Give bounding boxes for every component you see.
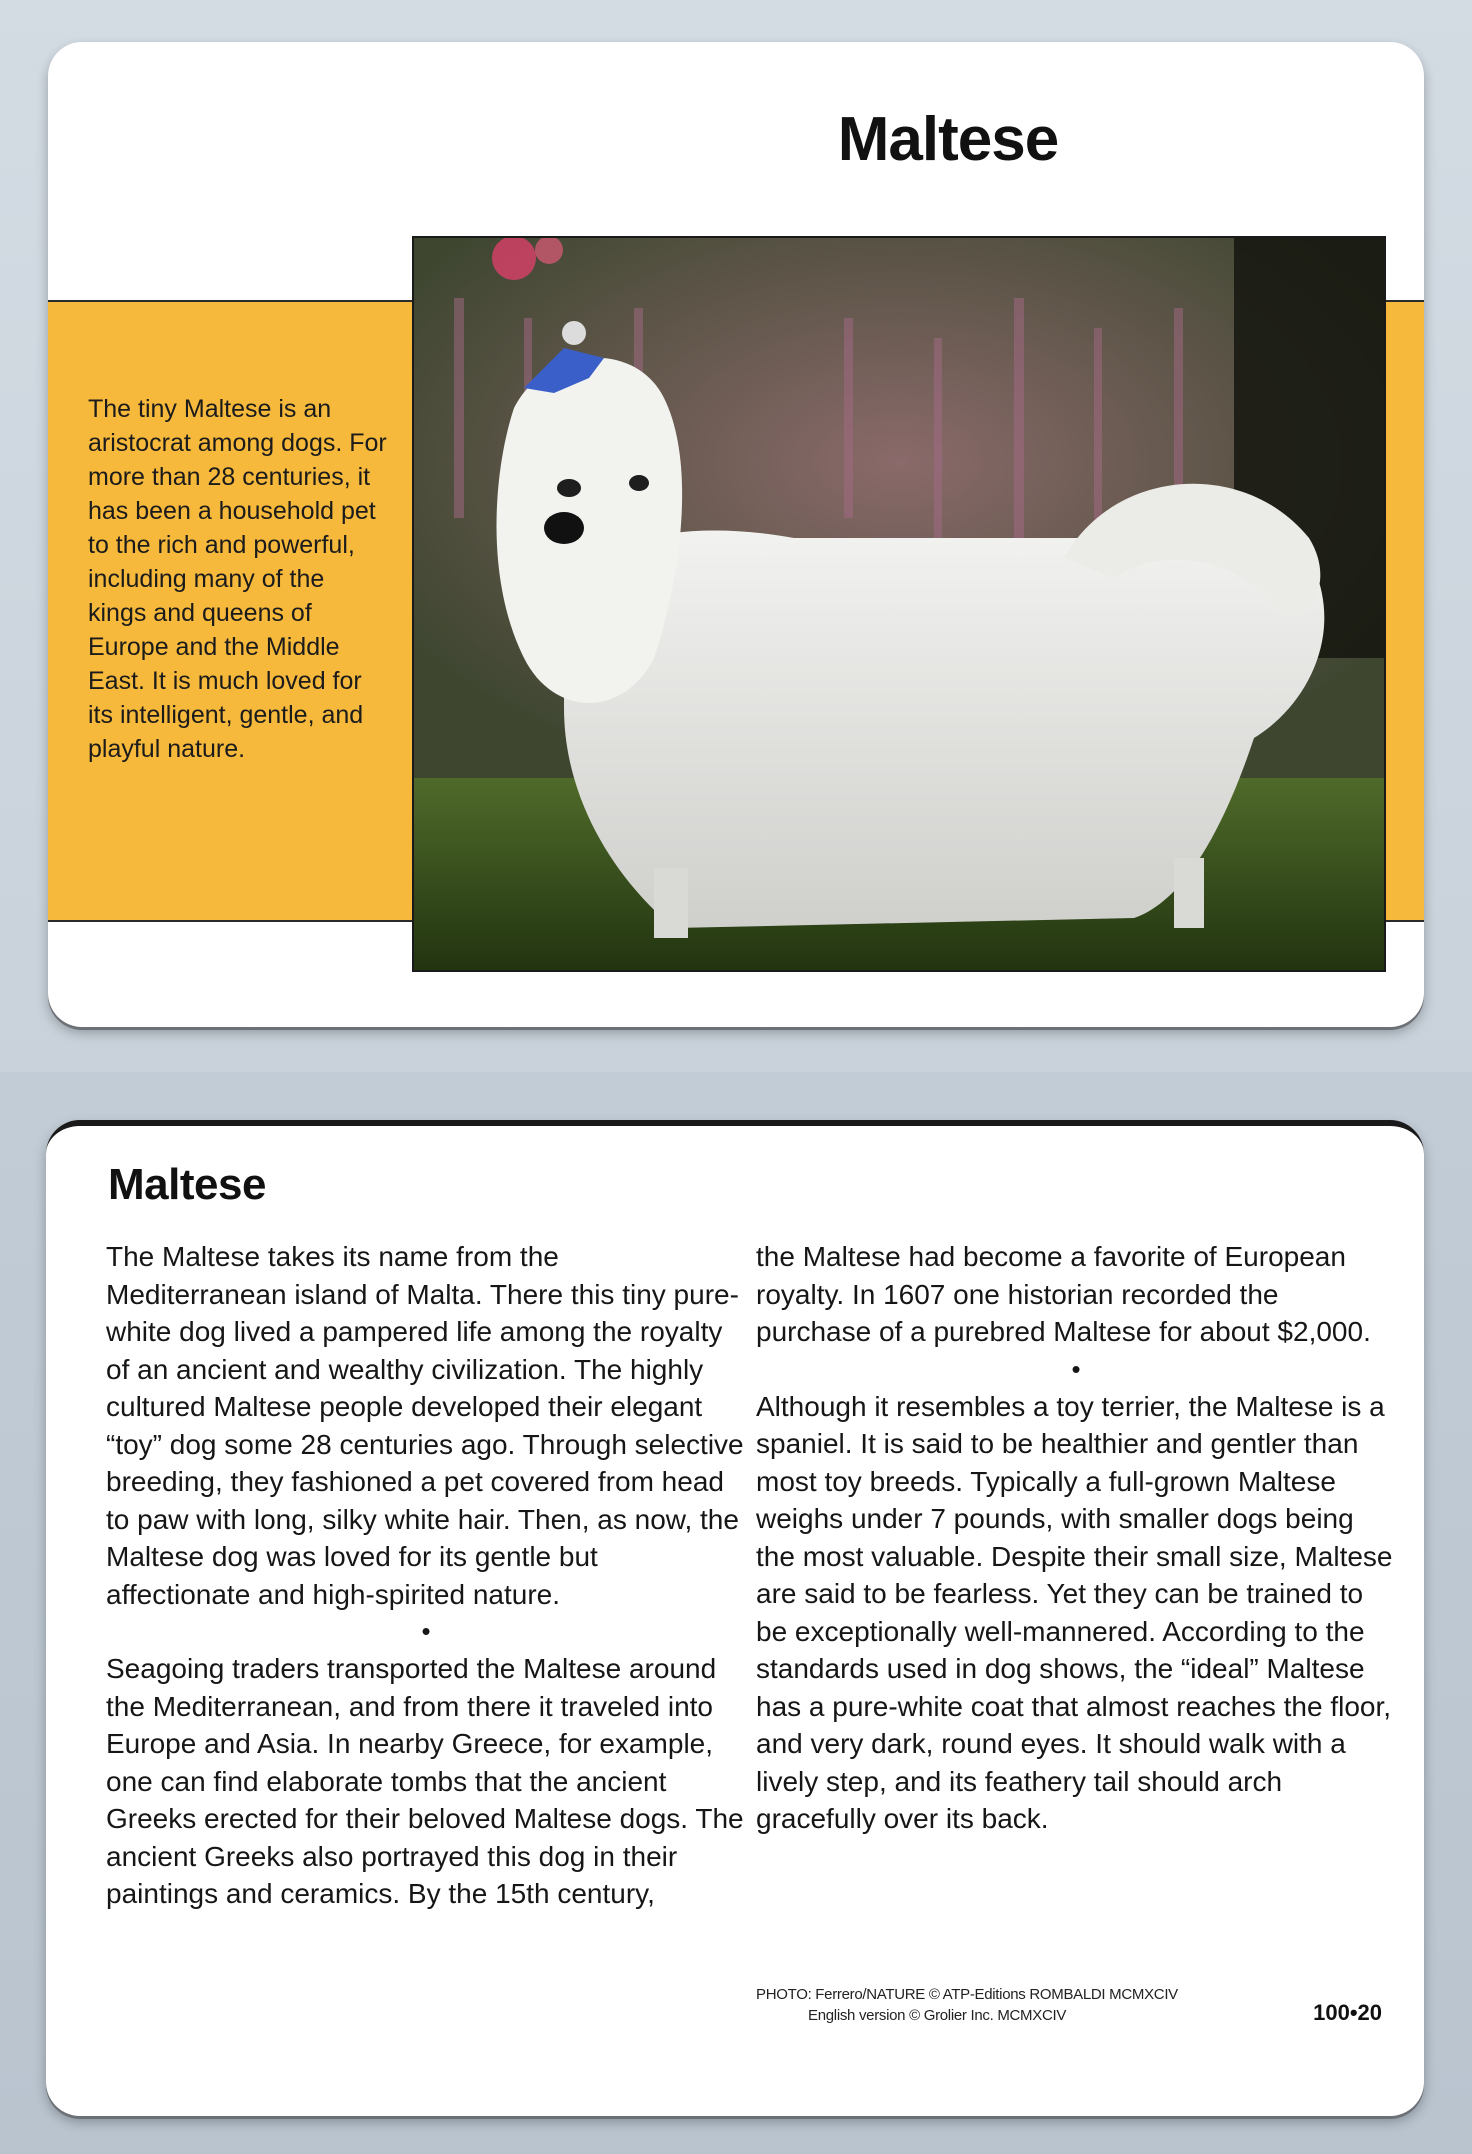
paragraph: Seagoing traders transported the Maltese around the Mediterranean, and from there it traveled into Europe and Asia. In nearby Greece, for example, one can find elaborate tombs that the ancient Greeks erected for their beloved Maltese dogs. The ancient Greeks also portrayed this dog in their paintings and ceramics. By the 15th century, [106,1653,744,1909]
card-front [48,42,1424,1027]
maltese-dog-illustration [414,238,1384,970]
card-front-title: Maltese [837,105,1059,174]
card-number: 100•20 [1313,2000,1382,2025]
card-back-title: Maltese [108,1160,266,1209]
paragraph: Although it resembles a toy terrier, the Maltese is a spaniel. It is said to be healthier and gentler than most toy breeds. Typically a full-grown Maltese weighs under 7 pounds, with smaller dogs being the most valuable. Despite their small size, Maltese are said to be fearless. Yet they can be trained to be exceptionally well-mannered. According to the standards used in dog shows, the “ideal” Maltese has a pure-white coat that almost reaches the floor, and very dark, round eyes. It should walk with a lively step, and its feathery tail should arch gracefully over its back. [756,1390,1393,1834]
photo-credits [756,1984,1178,2026]
separator-bullet: • [1071,1353,1081,1384]
separator-bullet: • [421,1616,431,1646]
intro-text: The tiny Maltese is an aristocrat among dogs. For more than 28 centuries, it has been a household pet to the rich and powerful, including many of the kings and queens of Europe and the Middle East. It is much loved for its intelligent, gentle, and playful nature. [88,395,387,763]
credits-line-1: PHOTO: Ferrero/NATURE © ATP-Editions ROMBALDI MCMXCIV [756,1986,1178,2003]
text-column-left [106,1238,746,1913]
paragraph: The Maltese takes its name from the Mediterranean island of Malta. There this tiny pure-white dog lived a pampered life among the royalty of an ancient and wealthy civilization. The highly cultured Maltese people developed their elegant “toy” dog some 28 centuries ago. Through selective breeding, they fashioned a pet covered from head to paw with long, silky white hair. Then, as now, the Maltese dog was loved for its gentle but affectionate and high-spirited nature. [106,1241,744,1610]
text-column-right [756,1238,1396,1838]
credits-line-2: English version © Grolier Inc. MCMXCIV [808,2007,1067,2024]
card-back [46,1120,1424,2116]
paragraph: the Maltese had become a favorite of European royalty. In 1607 one historian recorded the purchase of a purebred Maltese for about $2,000. [756,1241,1371,1347]
dog-photo [412,236,1386,972]
